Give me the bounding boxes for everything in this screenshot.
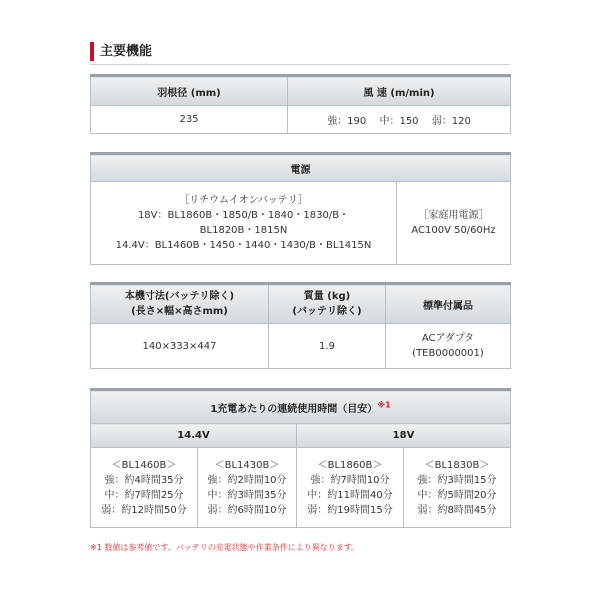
blade-wind-table xyxy=(90,74,511,134)
runtime-low: 弱：約12時間50分 xyxy=(101,504,187,516)
mass-value: 1.9 xyxy=(269,324,386,369)
mass-header xyxy=(269,284,386,324)
mass-header-line1: 質量 (kg) xyxy=(303,291,351,302)
accessory-name: ACアダプタ xyxy=(421,333,475,344)
accessory-header: 標準付属品 xyxy=(386,284,511,324)
runtime-model: ＜BL1830B＞ xyxy=(424,459,490,471)
battery-type-label: ［リチウムイオンバッテリ］ xyxy=(179,195,308,206)
runtime-col-bl1860b xyxy=(297,448,404,528)
group-header-18v: 18V xyxy=(297,424,511,448)
runtime-mid: 中：約11時間40分 xyxy=(307,489,393,501)
page-title: 主要機能 xyxy=(100,44,153,59)
mass-header-line2: (バッテリ除く) xyxy=(292,306,362,317)
runtime-mid: 中：約3時間35分 xyxy=(207,489,287,501)
runtime-col-bl1460b xyxy=(91,448,198,528)
runtime-mid: 中：約5時間20分 xyxy=(417,489,497,501)
blade-diameter-header: 羽根径 (mm) xyxy=(91,76,288,106)
size-header-line2: (長さ×幅×高さmm) xyxy=(131,306,228,317)
runtime-low: 弱：約19時間15分 xyxy=(307,504,393,516)
runtime-mid: 中：約7時間25分 xyxy=(104,489,184,501)
size-header xyxy=(91,284,269,324)
runtime-high: 強：約7時間10分 xyxy=(310,474,390,486)
runtime-model: ＜BL1460B＞ xyxy=(111,459,177,471)
runtime-header-note-mark: ※1 xyxy=(377,400,391,410)
wind-speed-value: 強：190 中：150 弱：120 xyxy=(288,106,511,134)
power-source-header: 電源 xyxy=(91,154,511,182)
accessory-cell xyxy=(386,324,511,369)
power-source-table xyxy=(90,152,511,265)
footnote: ※1 数値は参考値です。バッテリの充電状態や作業条件により異なります。 xyxy=(90,543,360,552)
runtime-col-bl1430b xyxy=(198,448,297,528)
group-header-14v: 14.4V xyxy=(91,424,297,448)
runtime-high: 強：約4時間35分 xyxy=(104,474,184,486)
size-value: 140×333×447 xyxy=(91,324,269,369)
heading-divider xyxy=(90,64,510,65)
dimensions-table xyxy=(90,282,511,369)
accessory-part-number: (TEB0000001) xyxy=(412,348,484,359)
battery-14v-line: 14.4V：BL1460B・1450・1440・1430/B・BL1415N xyxy=(115,240,372,251)
size-header-line1: 本機寸法(バッテリ除く) xyxy=(124,291,235,302)
heading-accent-bar xyxy=(90,42,94,61)
runtime-low: 弱：約8時間45分 xyxy=(417,504,497,516)
runtime-model: ＜BL1430B＞ xyxy=(214,459,280,471)
runtime-header xyxy=(91,390,511,424)
runtime-high: 強：約2時間10分 xyxy=(207,474,287,486)
battery-18v-line: 18V：BL1860B・1850/B・1840・1830/B・ xyxy=(137,210,350,221)
battery-cell xyxy=(91,182,397,265)
runtime-header-text: 1充電あたりの連続使用時間（目安） xyxy=(210,403,378,415)
ac-power-spec: AC100V 50/60Hz xyxy=(411,225,496,236)
runtime-table xyxy=(90,388,511,528)
runtime-model: ＜BL1860B＞ xyxy=(317,459,383,471)
battery-18v-line-cont: BL1820B・1815N xyxy=(199,225,288,236)
runtime-low: 弱：約6時間10分 xyxy=(207,504,287,516)
runtime-col-bl1830b xyxy=(404,448,511,528)
ac-power-cell xyxy=(397,182,511,265)
wind-speed-header: 風 速 (m/min) xyxy=(288,76,511,106)
ac-power-label: ［家庭用電源］ xyxy=(418,210,489,221)
runtime-high: 強：約3時間15分 xyxy=(417,474,497,486)
blade-diameter-value: 235 xyxy=(91,106,288,134)
